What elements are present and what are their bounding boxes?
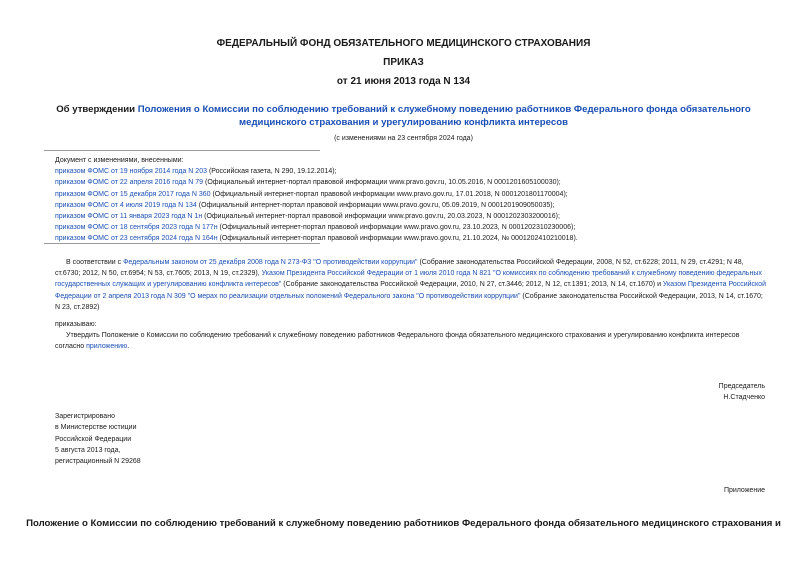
- history-link[interactable]: приказом ФОМС от 19 ноября 2014 года N 203: [55, 168, 207, 176]
- title-prefix: Об утверждении: [56, 104, 138, 115]
- org-name: ФЕДЕРАЛЬНЫЙ ФОНД ОБЯЗАТЕЛЬНОГО МЕДИЦИНСКОГО СТРАХОВАНИЯ: [216, 38, 591, 49]
- doc-type: ПРИКАЗ: [383, 57, 424, 68]
- history-text: (Официальный интернет-портал правовой информации www.pravo.gov.ru, 05.09.2019, N 0001201909050035);: [196, 201, 555, 209]
- changes-note: (с изменениями на 23 сентября 2024 года): [334, 135, 473, 142]
- history-item: [55, 177, 785, 188]
- registration-line: регистрационный N 29268: [55, 458, 141, 466]
- appendix-link[interactable]: приложению: [86, 343, 128, 351]
- signature-block: [719, 381, 765, 403]
- document-title: [44, 103, 763, 129]
- title-link[interactable]: Положения о Комиссии по соблюдению требований к служебному поведению работников Федерального фонда обязательного медицинского страхования и урегулированию конфликта интересов: [137, 104, 751, 128]
- history-link[interactable]: приказом ФОМС от 23 сентября 2024 года N 164н: [55, 235, 218, 243]
- history-link[interactable]: приказом ФОМС от 4 июля 2019 года N 134: [55, 201, 197, 209]
- doc-date-number: от 21 июня 2013 года N 134: [336, 76, 471, 87]
- history-text: (Официальный интернет-портал правовой информации www.pravo.gov.ru, 10.05.2016, N 0001201605100030);: [203, 179, 561, 187]
- approve-paragraph: [55, 330, 769, 352]
- history-link[interactable]: приказом ФОМС от 15 декабря 2017 года N 360: [55, 190, 211, 198]
- history-item: [55, 166, 785, 177]
- history-item: [55, 200, 785, 211]
- history-text: (Официальный интернет-портал правовой информации www.pravo.gov.ru, 21.10.2024, № 0001202410210018).: [217, 235, 578, 243]
- order-word: приказываю:: [55, 321, 97, 328]
- basis-link-decree-821[interactable]: Указом Президента Российской Федерации от 1 июля 2010 года N 821 "О комиссиях по соблюдению требований к служебному поведению федеральных государственных служащих и урегулированию конфликта интересов": [55, 270, 762, 289]
- registration-line: 5 августа 2013 года,: [55, 446, 121, 454]
- signer-name: Н.Стадченко: [723, 394, 765, 401]
- history-link[interactable]: приказом ФОМС от 11 января 2023 года N 1н: [55, 213, 203, 221]
- signer-position: Председатель: [718, 383, 765, 390]
- registration-line: в Министерстве юстиции: [55, 424, 137, 432]
- history-item: [55, 189, 785, 200]
- approve-end: .: [127, 343, 130, 351]
- history-link[interactable]: приказом ФОМС от 18 сентября 2023 года N 177н: [55, 224, 218, 232]
- history-text: (Официальный интернет-портал правовой информации www.pravo.gov.ru, 17.01.2018, N 0001201801170004);: [210, 190, 568, 198]
- registration-line: Российской Федерации: [55, 435, 132, 443]
- basis-text: (Собрание законодательства Российской Федерации, 2008, N 52, ст.6228; 2011, N 29, ст.4291; N 48, ст.6730; 2012, N 50, ст.6954; N 53, ст.7605; 2013, N 19, ст.2329),: [55, 259, 744, 278]
- basis-text: (Собрание законодательства Российской Федерации, 2013, N 14, ст.1670; N 23, ст.2892): [55, 292, 763, 311]
- registration-line: Зарегистрировано: [55, 413, 115, 420]
- basis-paragraph: [55, 257, 769, 313]
- history-text: (Российская газета, N 290, 19.12.2014);: [207, 168, 337, 176]
- registration-block: [55, 411, 141, 467]
- appendix-title: Положение о Комиссии по соблюдению требований к служебному поведению работников Федерального фонда обязательного медицинского страхования и: [26, 518, 781, 529]
- basis-link-decree-309[interactable]: Указом Президента Российской Федерации от 2 апреля 2013 года N 309 "О мерах по реализации отдельных положений Федерального закона "О противодействии коррупции": [55, 281, 766, 300]
- divider-top: [44, 150, 320, 151]
- approve-text: Утвердить Положение о Комиссии по соблюдению требований к служебному поведению работников Федерального фонда обязательного медицинского страхования и урегулированию конфликта интересов согласно: [55, 332, 740, 351]
- basis-text: В соответствии с: [66, 259, 124, 266]
- history-link[interactable]: приказом ФОМС от 22 апреля 2016 года N 79: [55, 179, 204, 187]
- divider-bottom: [44, 243, 320, 244]
- history-text: (Официальный интернет-портал правовой информации www.pravo.gov.ru, 23.10.2023, N 0001202310230006);: [217, 224, 576, 232]
- history-heading: Документ с изменениями, внесенными:: [55, 157, 184, 164]
- basis-link-law[interactable]: Федеральным законом от 25 декабря 2008 года N 273-ФЗ "О противодействии коррупции": [123, 259, 418, 266]
- history-item: [55, 211, 785, 222]
- basis-text: (Собрание законодательства Российской Федерации, 2010, N 27, ст.3446; 2012, N 12, ст.1391; 2013, N 14, ст.1670) и: [281, 281, 663, 289]
- change-history: [55, 155, 785, 245]
- appendix-label: Приложение: [723, 487, 765, 494]
- history-item: [55, 222, 785, 233]
- history-text: (Официальный интернет-портал правовой информации www.pravo.gov.ru, 20.03.2023, N 0001202303200016);: [202, 213, 560, 221]
